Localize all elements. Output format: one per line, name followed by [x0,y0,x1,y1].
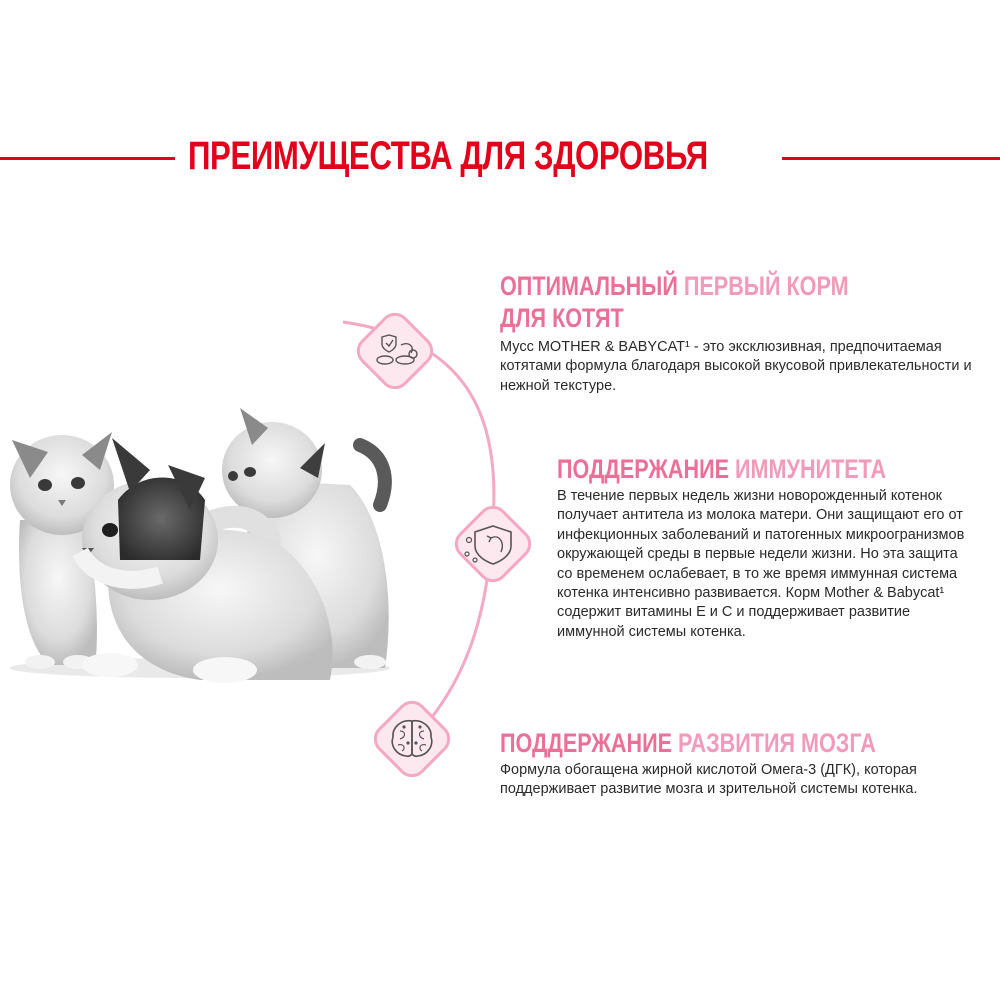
brain-icon [370,697,455,782]
immunity-shield-icon [451,502,536,587]
benefit-title-part: ПЕРВЫЙ КОРМ [677,271,849,301]
benefit-title-part: ДЛЯ КОТЯТ [500,303,624,333]
benefit-title [500,270,884,334]
benefit-text: Мусс MOTHER & BABYCAT¹ - это эксклюзивная, предпочитаемая котятами формула благодаря высокой вкусовой привлекательности и нежной текстуре. [500,339,972,394]
page-title: ПРЕИМУЩЕСТВА ДЛЯ ЗДОРОВЬЯ [188,134,708,178]
kittens-feeding-icon [353,309,438,394]
benefit-title-part: ОПТИМАЛЬНЫЙ [500,271,678,301]
cats-photo [10,408,390,683]
benefit-title [557,453,897,485]
benefit-title-part: ПОДДЕРЖАНИЕ [500,728,672,758]
benefit-first-food [500,270,980,396]
benefit-text: В течение первых недель жизни новорожденный котенок получает антитела из молока матери. Они защищают его от инфекционных заболеваний и патогенных микроогранизмов окружающей среды в первые недели жизни. Но эта защита со временем ослабевает, в то же время иммунная система котенка интенсивно развивается. Корм Mother & Babycat¹ содержит витамины Е и С и поддерживает развитие иммунной системы котенка. [557,488,965,640]
benefit-title [500,727,884,759]
benefit-title-part: ПОДДЕРЖАНИЕ [557,454,729,484]
benefit-title-part: ИММУНИТЕТА [729,454,887,484]
benefit-text: Формула обогащена жирной кислотой Омега-3 (ДГК), которая поддерживает развитие мозга и зрительной системы котенка. [500,762,918,798]
benefit-immunity [557,453,982,642]
benefit-brain [500,727,980,800]
benefit-title-part: РАЗВИТИЯ МОЗГА [672,728,876,758]
